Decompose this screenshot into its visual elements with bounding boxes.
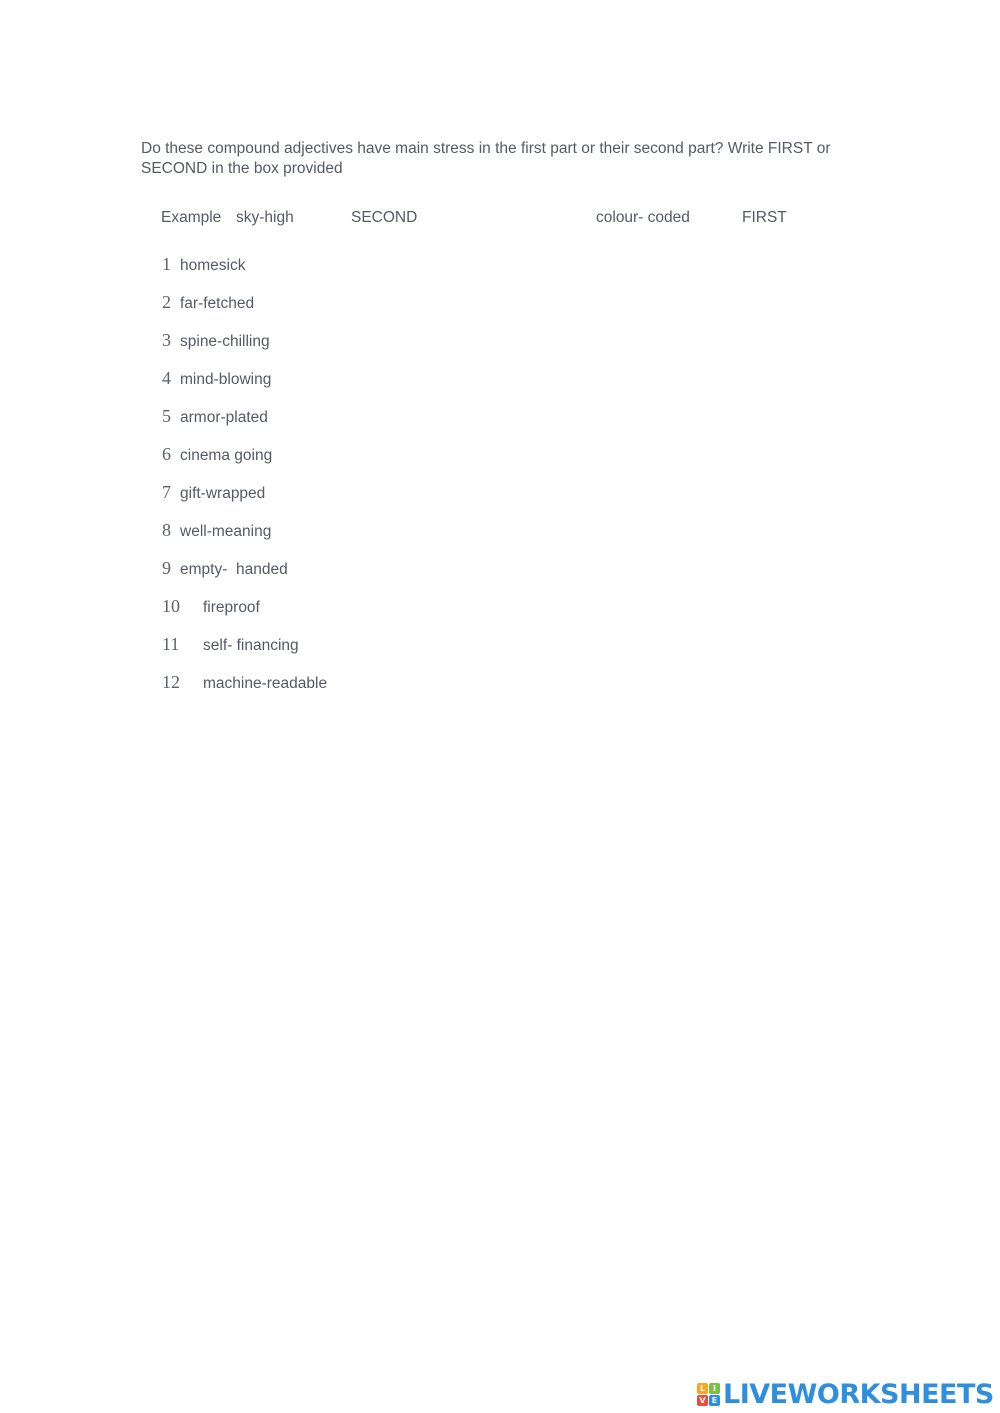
item-word: well-meaning — [180, 523, 272, 540]
item-word: spine-chilling — [180, 333, 270, 350]
item-word: fireproof — [203, 599, 260, 616]
list-item — [162, 444, 272, 468]
logo-mark-letter: L — [697, 1383, 708, 1394]
example-word-1: sky-high — [236, 209, 294, 226]
item-word: gift-wrapped — [180, 485, 266, 502]
list-item — [162, 368, 271, 392]
item-number: 12 — [162, 672, 180, 692]
item-number: 8 — [162, 520, 171, 540]
instructions-text: Do these compound adjectives have main stress in the first part or their second part? Write FIRST or SECOND in the box provided — [141, 140, 831, 177]
list-item — [162, 330, 270, 354]
example-answer-2: FIRST — [742, 209, 787, 226]
item-number: 11 — [162, 634, 180, 654]
item-word: far-fetched — [180, 295, 255, 312]
logo-mark-letter: E — [709, 1395, 720, 1406]
item-number: 4 — [162, 368, 171, 388]
item-word: mind-blowing — [180, 371, 272, 388]
logo-text: LIVEWORKSHEETS — [723, 1378, 994, 1410]
liveworksheets-logo — [697, 1378, 994, 1410]
list-item — [162, 406, 268, 430]
item-word: self- financing — [203, 637, 299, 654]
item-word: homesick — [180, 257, 246, 274]
logo-mark-letter: I — [709, 1383, 720, 1394]
item-number: 9 — [162, 558, 171, 578]
list-item — [162, 558, 288, 582]
example-label: Example — [161, 209, 222, 226]
list-item — [162, 292, 254, 316]
item-number: 1 — [162, 254, 171, 274]
item-word: empty- handed — [180, 561, 288, 578]
list-item — [162, 634, 299, 658]
item-number: 6 — [162, 444, 171, 464]
item-number: 7 — [162, 482, 171, 502]
list-item — [162, 596, 260, 620]
list-item — [162, 482, 265, 506]
item-number: 10 — [162, 596, 180, 616]
item-number: 3 — [162, 330, 171, 350]
item-word: machine-readable — [203, 675, 328, 692]
logo-mark-letter: V — [697, 1395, 708, 1406]
item-number: 5 — [162, 406, 171, 426]
logo-mark-icon — [697, 1383, 720, 1406]
item-word: armor-plated — [180, 409, 268, 426]
item-word: cinema going — [180, 447, 273, 464]
example-row — [0, 209, 1000, 231]
example-answer-1: SECOND — [351, 209, 418, 226]
list-item — [162, 254, 245, 278]
item-number: 2 — [162, 292, 171, 312]
list-item — [162, 672, 327, 696]
example-word-2: colour- coded — [596, 209, 690, 226]
list-item — [162, 520, 271, 544]
